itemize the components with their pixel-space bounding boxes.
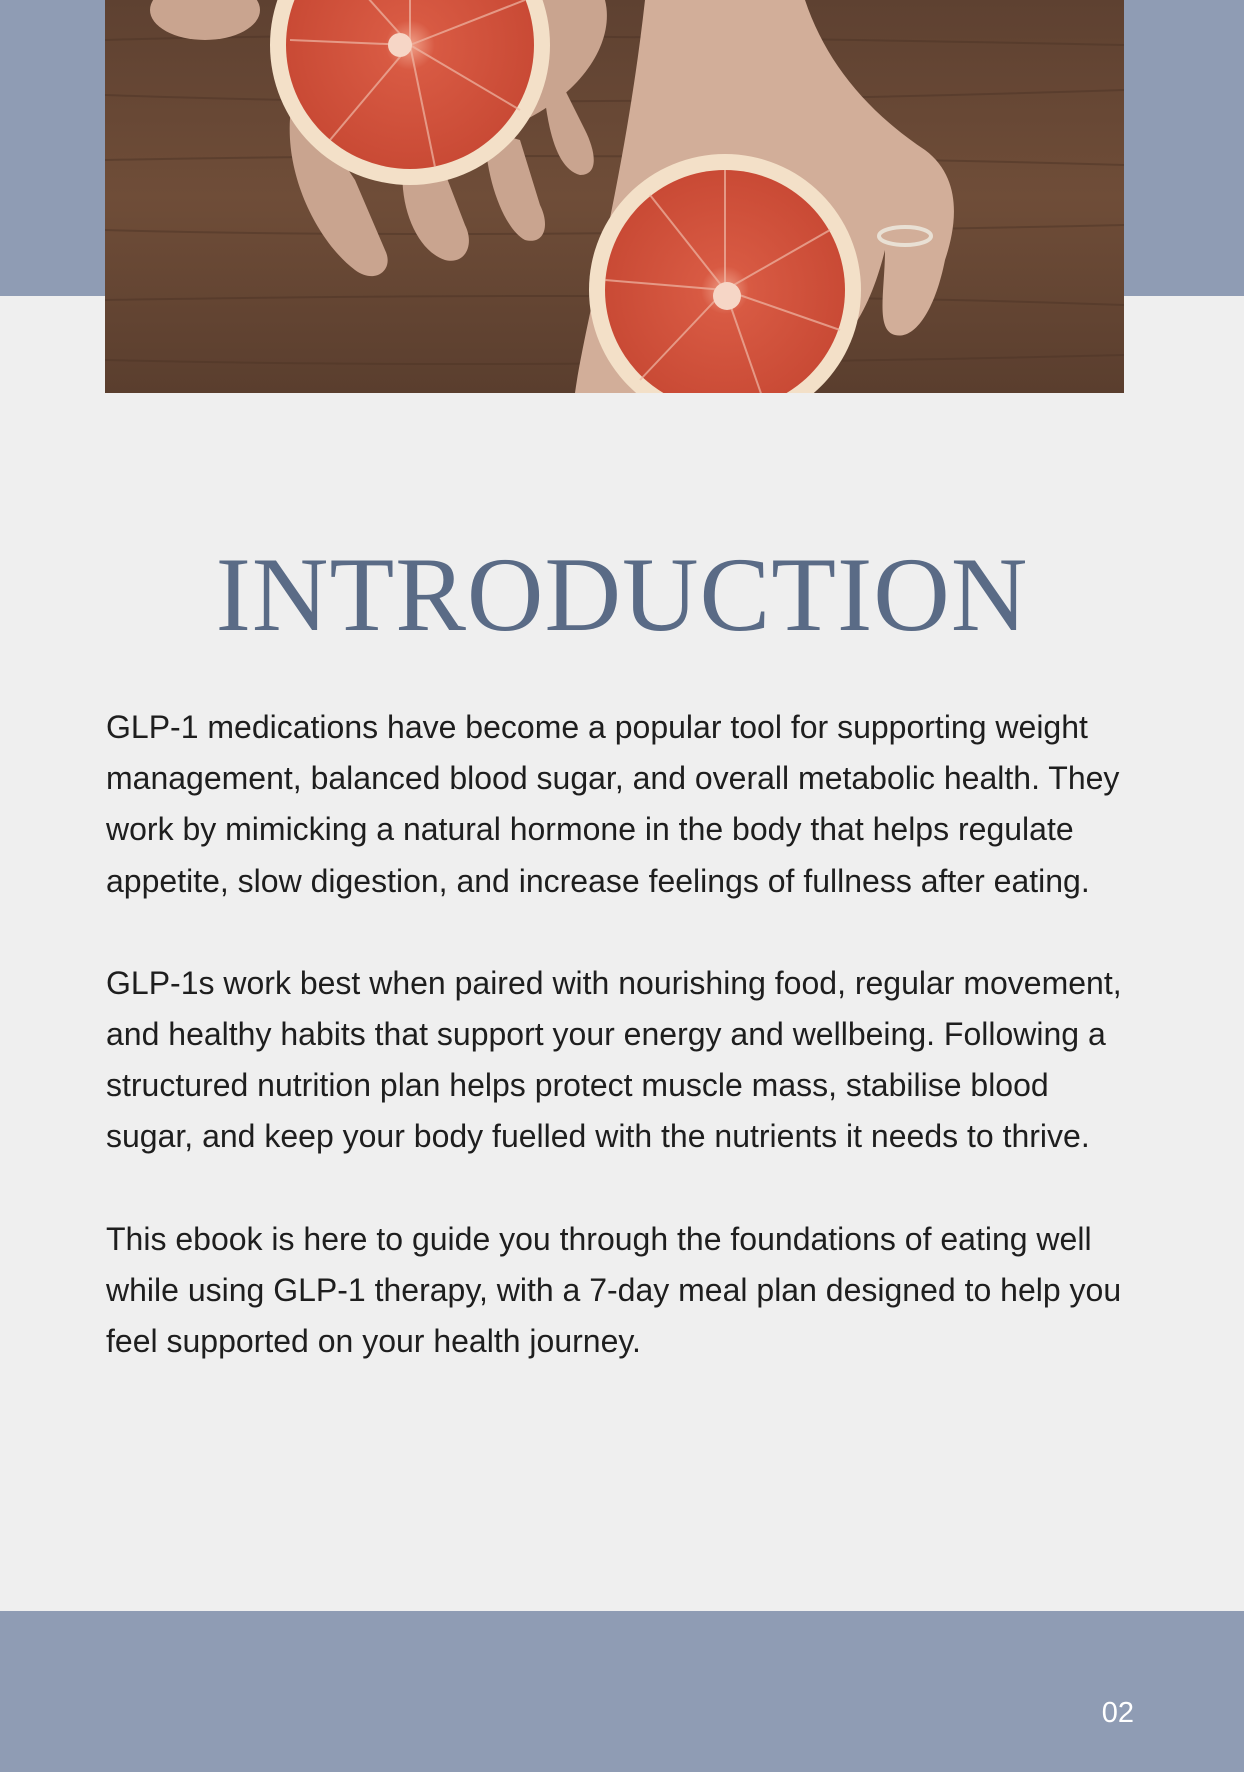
page-title: INTRODUCTION <box>215 536 1029 653</box>
paragraph: GLP-1 medications have become a popular tool for supporting weight management, balanced blood sugar, and overall metabolic health. They work by mimicking a natural hormone in the body that helps regulate appetite, slow digestion, and increase feelings of fullness after eating. <box>106 709 1120 899</box>
grapefruit-hands-image <box>105 0 1124 393</box>
paragraph: This ebook is here to guide you through the foundations of eating well while using GLP-1 therapy, with a 7-day meal plan designed to help you feel supported on your health journey. <box>106 1220 1122 1360</box>
intro-body <box>106 702 1136 1418</box>
page-number: 02 <box>1101 1697 1134 1729</box>
footer-band <box>0 1611 1244 1772</box>
hero-photo <box>105 0 1124 393</box>
paragraph: GLP-1s work best when paired with nourishing food, regular movement, and healthy habits that support your energy and wellbeing. Following a structured nutrition plan helps protect muscle mass, stabilise blood sugar, and keep your body fuelled with the nutrients it needs to thrive. <box>106 964 1122 1155</box>
